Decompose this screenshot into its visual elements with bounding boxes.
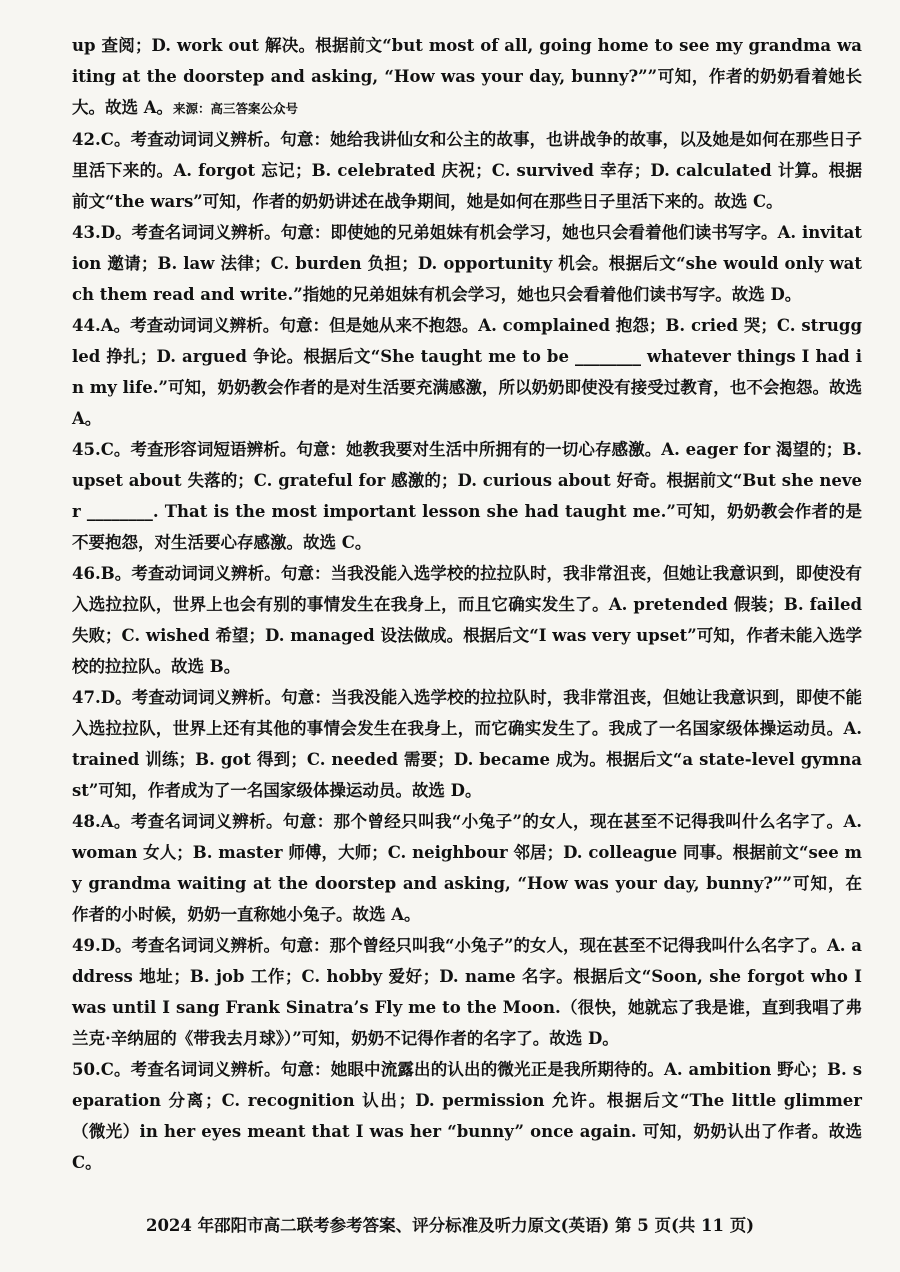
item-text: A。考查名词词义辨析。句意：那个曾经只叫我“小兔子”的女人，现在甚至不记得我叫什么名字了。A. woman 女人；B. master 师傅，大师；C. neighbour 邻居；D. colleague 同事。根据前文“see my grandma waiting at the doorstep and asking, “How was your day, bunny?””可知，在作者的小时候，奶奶一直称她小兔子。故选 A。 [72,812,862,924]
page-footer: 2024 年邵阳市高二联考参考答案、评分标准及听力原文(英语) 第 5 页(共 11 页) [145,1216,755,1235]
answer-item-46 [72,558,862,682]
item-number: 43. [72,223,101,242]
item-number: 42. [72,130,101,149]
answer-item-43 [72,217,862,310]
item-number: 50. [72,1060,101,1079]
answer-item-45 [72,434,862,558]
answer-item-49 [72,930,862,1054]
item-number: 48. [72,812,101,831]
item-number: 45. [72,440,101,459]
item-text: D。考查名词词义辨析。句意：即使她的兄弟姐妹有机会学习，她也只会看着他们读书写字。A. invitation 邀请；B. law 法律；C. burden 负担；D. opportunity 机会。根据后文“she would only watch them read and write.”指她的兄弟姐妹有机会学习，她也只会看着他们读书写字。故选 D。 [72,223,862,304]
item-text: C。考查名词词义辨析。句意：她眼中流露出的认出的微光正是我所期待的。A. ambition 野心；B. separation 分离；C. recognition 认出；D. permission 允许。根据后文“The little glimmer（微光）in her eyes meant that I was her “bunny” once again. 可知，奶奶认出了作者。故选 C。 [72,1060,862,1172]
item-number: 44. [72,316,101,335]
answer-item-48 [72,806,862,930]
intro-paragraph [72,30,862,124]
answer-item-42 [72,124,862,217]
item-text: C。考查动词词义辨析。句意：她给我讲仙女和公主的故事，也讲战争的故事，以及她是如何在那些日子里活下来的。A. forgot 忘记；B. celebrated 庆祝；C. survived 幸存；D. calculated 计算。根据前文“the wars”可知，作者的奶奶讲述在战争期间，她是如何在那些日子里活下来的。故选 C。 [72,130,862,211]
item-text: B。考查动词词义辨析。句意：当我没能入选学校的拉拉队时，我非常沮丧，但她让我意识到，即使没有入选拉拉队，世界上也会有别的事情发生在我身上，而且它确实发生了。A. pretended 假装；B. failed 失败；C. wished 希望；D. managed 设法做成。根据后文“I was very upset”可知，作者未能入选学校的拉拉队。故选 B。 [72,564,862,676]
item-number: 46. [72,564,101,583]
answer-item-50 [72,1054,862,1178]
item-text: D。考查名词词义辨析。句意：那个曾经只叫我“小兔子”的女人，现在甚至不记得我叫什么名字了。A. address 地址；B. job 工作；C. hobby 爱好；D. name 名字。根据后文“Soon, she forgot who I was until I sang Frank Sinatra’s Fly me to the Moon.（很快，她就忘了我是谁，直到我唱了弗兰克·辛纳屈的《带我去月球》）”可知，奶奶不记得作者的名字了。故选 D。 [72,936,862,1048]
item-number: 49. [72,936,101,955]
source-note: 来源：高三答案公众号 [173,101,299,116]
item-text: D。考查动词词义辨析。句意：当我没能入选学校的拉拉队时，我非常沮丧，但她让我意识到，即使不能入选拉拉队，世界上还有其他的事情会发生在我身上，而它确实发生了。我成了一名国家级体操运动员。A. trained 训练；B. got 得到；C. needed 需要；D. became 成为。根据后文“a state-level gymnast”可知，作者成为了一名国家级体操运动员。故选 D。 [72,688,862,800]
item-text: A。考查动词词义辨析。句意：但是她从来不抱怨。A. complained 抱怨；B. cried 哭；C. struggled 挣扎；D. argued 争论。根据后文“She taught me to be ________ whatever things I had in my life.”可知，奶奶教会作者的是对生活要充满感激，所以奶奶即使没有接受过教育，也不会抱怨。故选 A。 [72,316,862,428]
intro-text: up 查阅；D. work out 解决。根据前文“but most of all, going home to see my grandma waiting at the doorstep and asking, “How was your day, bunny?””可知，作者的奶奶看着她长大。故选 A。 [72,36,862,117]
answer-item-44 [72,310,862,434]
item-number: 47. [72,688,101,707]
item-text: C。考查形容词短语辨析。句意：她教我要对生活中所拥有的一切心存感激。A. eager for 渴望的；B. upset about 失落的；C. grateful for 感激的；D. curious about 好奇。根据前文“But she never ________. That is the most important lesson she had taught me.”可知，奶奶教会作者的是不要抱怨，对生活要心存感激。故选 C。 [72,440,862,552]
answer-page [72,30,862,1178]
answer-item-47 [72,682,862,806]
